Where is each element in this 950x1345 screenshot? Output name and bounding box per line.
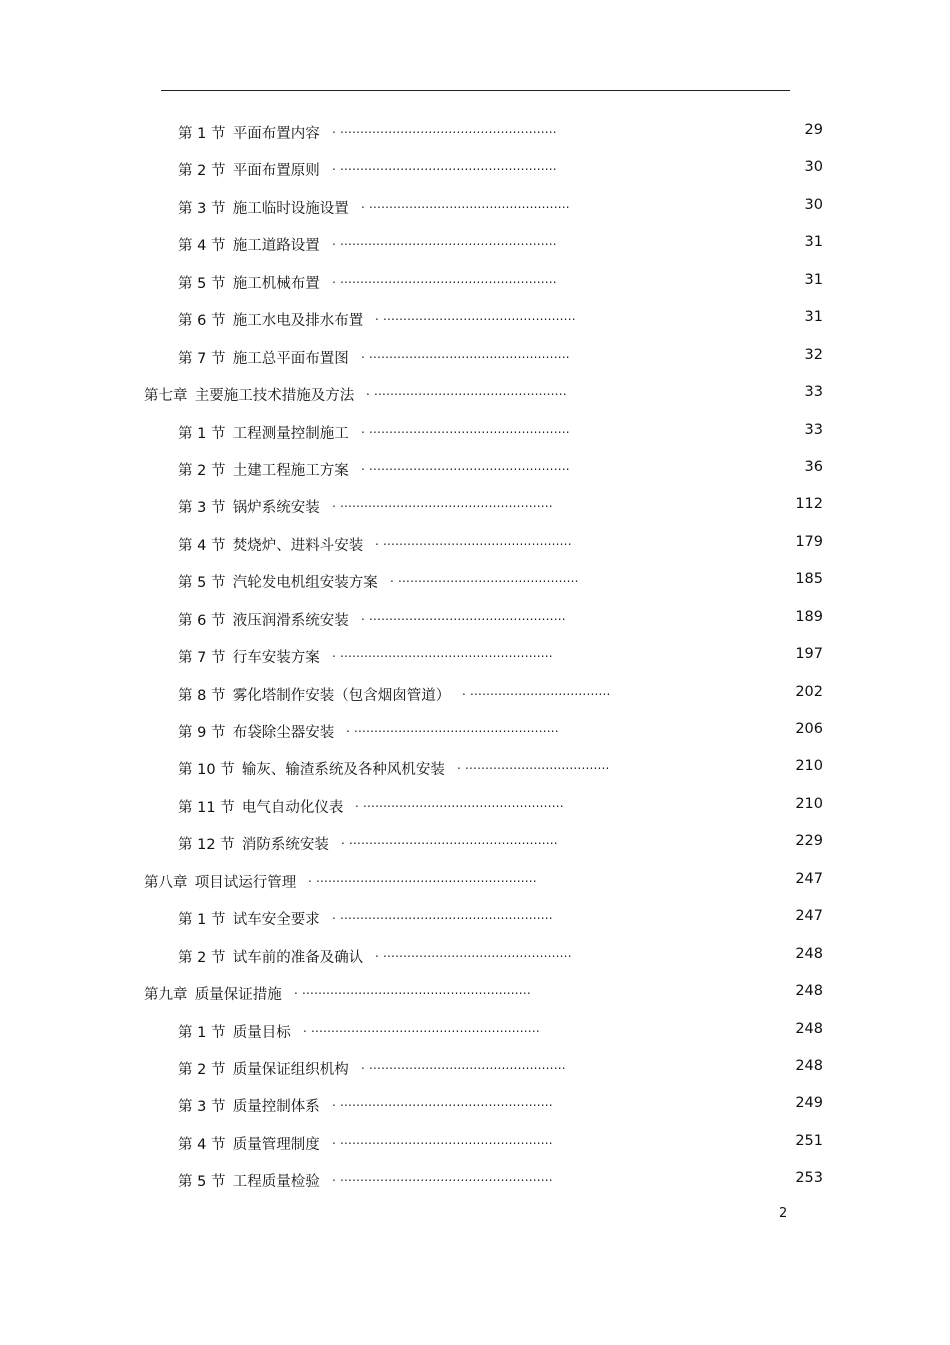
toc-page-number: 31 bbox=[804, 309, 823, 326]
toc-entry-heading bbox=[178, 197, 349, 218]
toc-entry-heading bbox=[178, 833, 329, 854]
toc-entry-heading bbox=[178, 1095, 320, 1116]
toc-entry-number: 第 2 节 bbox=[178, 163, 226, 180]
toc-page-number: 248 bbox=[795, 945, 823, 962]
toc-entry-title: 平面布置原则 bbox=[232, 163, 320, 180]
toc-page-number: 197 bbox=[795, 646, 823, 663]
toc-page-number: 29 bbox=[804, 122, 823, 138]
toc-entry-title: 质量控制体系 bbox=[232, 1099, 320, 1116]
toc-leader-dots: . ..................................................... bbox=[332, 1095, 553, 1110]
toc-leader-dots: . ................................... bbox=[462, 683, 611, 698]
toc-leader-dots: . ................................................... bbox=[346, 721, 559, 735]
toc-entry-title: 质量管理制度 bbox=[232, 1136, 320, 1153]
toc-entry-number: 第 10 节 bbox=[178, 762, 235, 779]
toc-entry-title: 施工机械布置 bbox=[232, 275, 320, 292]
toc-section-entry[interactable] bbox=[0, 787, 950, 824]
toc-page-number: 30 bbox=[804, 196, 823, 213]
toc-entry-title: 平面布置内容 bbox=[232, 126, 320, 142]
toc-leader-dots: . ....................................................... bbox=[308, 870, 537, 885]
toc-entry-number: 第 2 节 bbox=[178, 1061, 226, 1078]
toc-page-number: 112 bbox=[795, 496, 823, 513]
toc-entry-number: 第 2 节 bbox=[178, 462, 226, 479]
toc-section-entry[interactable] bbox=[0, 113, 950, 150]
header-rule bbox=[161, 90, 790, 91]
toc-entry-heading bbox=[178, 422, 349, 443]
toc-page-number: 248 bbox=[795, 1057, 823, 1074]
toc-leader-dots: . ............................................... bbox=[375, 945, 572, 960]
toc-section-entry[interactable] bbox=[0, 338, 950, 375]
toc-section-entry[interactable] bbox=[0, 487, 950, 524]
toc-page-number: 30 bbox=[804, 159, 823, 176]
toc-leader-dots: . .................................................. bbox=[361, 458, 570, 473]
toc-page-number: 249 bbox=[795, 1095, 823, 1112]
toc-entry-title: 工程测量控制施工 bbox=[232, 425, 349, 442]
toc-entry-title: 质量保证措施 bbox=[194, 987, 282, 1004]
toc-entry-number: 第 5 节 bbox=[178, 275, 226, 292]
toc-page-number: 31 bbox=[804, 234, 823, 251]
toc-page-number: 248 bbox=[795, 983, 823, 1000]
toc-entry-heading bbox=[178, 122, 320, 143]
toc-leader-dots: . ..................................................... bbox=[332, 496, 553, 511]
toc-entry-heading bbox=[178, 946, 363, 967]
toc-page-number: 31 bbox=[804, 271, 823, 288]
toc-entry-heading bbox=[144, 384, 354, 405]
toc-leader-dots: . .................................................. bbox=[361, 196, 570, 211]
toc-leader-dots: . ...................................................... bbox=[332, 159, 557, 174]
toc-entry-heading bbox=[178, 1170, 320, 1191]
toc-entry-heading bbox=[178, 609, 349, 630]
toc-section-entry[interactable] bbox=[0, 225, 950, 262]
toc-entry-title: 主要施工技术措施及方法 bbox=[194, 388, 355, 405]
toc-entry-heading bbox=[178, 1021, 291, 1042]
toc-entry-title: 焚烧炉、进料斗安装 bbox=[232, 537, 364, 554]
toc-leader-dots: . ................................................. bbox=[361, 608, 566, 623]
toc-section-entry[interactable] bbox=[0, 1086, 950, 1123]
toc-entry-title: 工程质量检验 bbox=[232, 1174, 320, 1191]
toc-section-entry[interactable] bbox=[0, 712, 950, 749]
toc-entry-number: 第 12 节 bbox=[178, 837, 235, 854]
toc-leader-dots: . .................................... bbox=[457, 758, 610, 773]
toc-page-number: 32 bbox=[804, 346, 823, 363]
toc-entry-number: 第 1 节 bbox=[178, 126, 226, 142]
toc-entry-number: 第 5 节 bbox=[178, 1174, 226, 1191]
toc-page-number: 210 bbox=[795, 795, 823, 812]
toc-entry-number: 第七章 bbox=[144, 388, 188, 405]
toc-section-entry[interactable] bbox=[0, 1012, 950, 1049]
toc-entry-number: 第九章 bbox=[144, 987, 188, 1004]
toc-leader-dots: . ..................................................... bbox=[332, 908, 553, 923]
toc-entry-title: 锅炉系统安装 bbox=[232, 500, 320, 517]
toc-leader-dots: . .................................................. bbox=[361, 346, 570, 361]
toc-chapter-entry[interactable] bbox=[0, 375, 950, 412]
toc-leader-dots: . .................................................... bbox=[341, 833, 558, 848]
toc-page-number: 206 bbox=[795, 721, 823, 737]
toc-entry-heading bbox=[178, 796, 343, 817]
toc-entry-heading bbox=[178, 159, 320, 180]
toc-entry-number: 第 1 节 bbox=[178, 1024, 226, 1041]
table-of-contents bbox=[0, 113, 950, 1199]
toc-entry-heading bbox=[178, 272, 320, 293]
toc-page-number: 248 bbox=[795, 1020, 823, 1037]
toc-section-entry[interactable] bbox=[0, 188, 950, 225]
toc-entry-heading bbox=[178, 496, 320, 517]
toc-entry-title: 项目试运行管理 bbox=[194, 874, 297, 891]
toc-entry-number: 第 1 节 bbox=[178, 425, 226, 442]
toc-section-entry[interactable] bbox=[0, 525, 950, 562]
toc-entry-number: 第 9 节 bbox=[178, 725, 226, 741]
toc-entry-title: 土建工程施工方案 bbox=[232, 462, 349, 479]
toc-leader-dots: . .................................................. bbox=[355, 795, 564, 810]
toc-page-number: 210 bbox=[795, 758, 823, 775]
toc-leader-dots: . .................................................. bbox=[361, 421, 570, 436]
toc-entry-title: 试车安全要求 bbox=[232, 912, 320, 929]
toc-leader-dots: . ...................................................... bbox=[332, 122, 557, 136]
toc-section-entry[interactable] bbox=[0, 937, 950, 974]
toc-page-number: 33 bbox=[804, 421, 823, 438]
toc-section-entry[interactable] bbox=[0, 675, 950, 712]
toc-entry-heading bbox=[178, 684, 450, 705]
toc-section-entry[interactable] bbox=[0, 450, 950, 487]
toc-section-entry[interactable] bbox=[0, 749, 950, 786]
toc-entry-number: 第 11 节 bbox=[178, 799, 235, 816]
toc-entry-title: 输灰、输渣系统及各种风机安装 bbox=[241, 762, 445, 779]
toc-entry-title: 施工道路设置 bbox=[232, 238, 320, 255]
toc-entry-heading bbox=[178, 721, 334, 742]
toc-entry-title: 汽轮发电机组安装方案 bbox=[232, 575, 378, 592]
toc-section-entry[interactable] bbox=[0, 600, 950, 637]
toc-chapter-entry[interactable] bbox=[0, 862, 950, 899]
toc-entry-title: 雾化塔制作安装（包含烟囱管道） bbox=[232, 687, 451, 704]
toc-page-number: 253 bbox=[795, 1170, 823, 1187]
toc-entry-number: 第 4 节 bbox=[178, 1136, 226, 1153]
toc-entry-title: 布袋除尘器安装 bbox=[232, 725, 335, 741]
toc-page-number: 33 bbox=[804, 384, 823, 401]
toc-entry-heading bbox=[144, 983, 282, 1004]
toc-entry-number: 第 4 节 bbox=[178, 537, 226, 554]
toc-entry-number: 第 1 节 bbox=[178, 912, 226, 929]
toc-leader-dots: . ......................................................... bbox=[303, 1020, 540, 1035]
toc-entry-title: 消防系统安装 bbox=[241, 837, 329, 854]
toc-entry-title: 电气自动化仪表 bbox=[241, 799, 344, 816]
toc-leader-dots: . ...................................................... bbox=[332, 234, 557, 249]
toc-leader-dots: . ............................................. bbox=[390, 571, 579, 586]
toc-page-number: 247 bbox=[795, 908, 823, 925]
toc-section-entry[interactable] bbox=[0, 899, 950, 936]
toc-entry-number: 第 3 节 bbox=[178, 1099, 226, 1116]
toc-entry-number: 第 3 节 bbox=[178, 500, 226, 517]
toc-page-number: 189 bbox=[795, 608, 823, 625]
toc-entry-number: 第 5 节 bbox=[178, 575, 226, 592]
toc-entry-heading bbox=[178, 758, 445, 779]
toc-entry-title: 施工临时设施设置 bbox=[232, 200, 349, 217]
toc-entry-heading bbox=[178, 1133, 320, 1154]
toc-section-entry[interactable] bbox=[0, 1161, 950, 1198]
toc-entry-number: 第 4 节 bbox=[178, 238, 226, 255]
toc-section-entry[interactable] bbox=[0, 263, 950, 300]
toc-leader-dots: . ......................................................... bbox=[294, 983, 531, 998]
page-number: 2 bbox=[779, 1206, 788, 1221]
toc-entry-heading bbox=[144, 871, 296, 892]
toc-entry-number: 第 2 节 bbox=[178, 949, 226, 966]
toc-leader-dots: . ................................................. bbox=[361, 1057, 566, 1072]
toc-leader-dots: . ................................................ bbox=[366, 384, 567, 399]
toc-entry-number: 第 3 节 bbox=[178, 200, 226, 217]
toc-page-number: 36 bbox=[804, 458, 823, 475]
toc-entry-heading bbox=[178, 646, 320, 667]
toc-section-entry[interactable] bbox=[0, 637, 950, 674]
toc-section-entry[interactable] bbox=[0, 150, 950, 187]
toc-entry-title: 施工水电及排水布置 bbox=[232, 313, 364, 330]
toc-leader-dots: . ..................................................... bbox=[332, 646, 553, 661]
toc-entry-number: 第 7 节 bbox=[178, 650, 226, 667]
toc-leader-dots: . ..................................................... bbox=[332, 1170, 553, 1185]
toc-page-number: 251 bbox=[795, 1132, 823, 1149]
toc-entry-heading bbox=[178, 908, 320, 929]
toc-section-entry[interactable] bbox=[0, 562, 950, 599]
toc-entry-number: 第 7 节 bbox=[178, 350, 226, 367]
toc-entry-heading bbox=[178, 571, 378, 592]
toc-section-entry[interactable] bbox=[0, 824, 950, 861]
toc-entry-number: 第 6 节 bbox=[178, 313, 226, 330]
toc-page-number: 179 bbox=[795, 533, 823, 550]
toc-entry-heading bbox=[178, 534, 363, 555]
toc-entry-title: 施工总平面布置图 bbox=[232, 350, 349, 367]
toc-section-entry[interactable] bbox=[0, 1049, 950, 1086]
toc-chapter-entry[interactable] bbox=[0, 974, 950, 1011]
toc-section-entry[interactable] bbox=[0, 413, 950, 450]
toc-section-entry[interactable] bbox=[0, 1124, 950, 1161]
toc-entry-heading bbox=[178, 1058, 349, 1079]
toc-page-number: 229 bbox=[795, 833, 823, 850]
toc-entry-number: 第八章 bbox=[144, 874, 188, 891]
toc-entry-heading bbox=[178, 309, 363, 330]
toc-entry-heading bbox=[178, 347, 349, 368]
toc-entry-number: 第 6 节 bbox=[178, 612, 226, 629]
toc-entry-number: 第 8 节 bbox=[178, 687, 226, 704]
toc-leader-dots: . ...................................................... bbox=[332, 271, 557, 286]
toc-entry-heading bbox=[178, 234, 320, 255]
toc-entry-title: 试车前的准备及确认 bbox=[232, 949, 364, 966]
toc-leader-dots: . ................................................ bbox=[375, 309, 576, 324]
toc-entry-title: 行车安装方案 bbox=[232, 650, 320, 667]
toc-entry-title: 质量保证组织机构 bbox=[232, 1061, 349, 1078]
toc-page-number: 185 bbox=[795, 571, 823, 588]
toc-entry-heading bbox=[178, 459, 349, 480]
toc-page-number: 247 bbox=[795, 870, 823, 887]
toc-page-number: 202 bbox=[795, 683, 823, 700]
toc-section-entry[interactable] bbox=[0, 300, 950, 337]
toc-entry-title: 液压润滑系统安装 bbox=[232, 612, 349, 629]
toc-leader-dots: . ..................................................... bbox=[332, 1132, 553, 1147]
toc-entry-title: 质量目标 bbox=[232, 1024, 291, 1041]
toc-leader-dots: . ............................................... bbox=[375, 533, 572, 548]
